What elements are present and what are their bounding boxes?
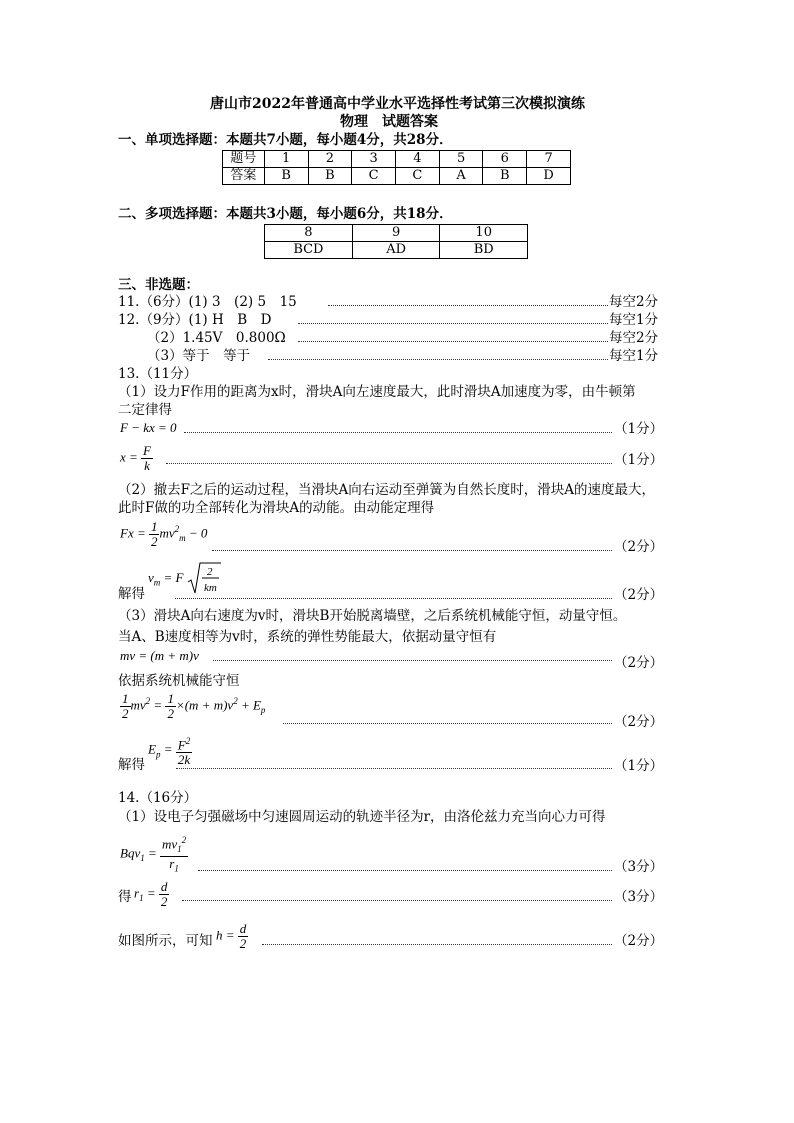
table-row-questions [265,225,528,242]
numerator: d [239,921,247,936]
q13-eq6 [120,692,265,721]
section2-heading: 二、多项选择题：本题共3小题，每小题6分，共18分． [118,206,453,222]
q13-eq5: mv = (m + m)v [120,648,199,663]
table-cell: 8 [265,225,353,242]
leader-dots [328,305,608,306]
table-cell: 1 [264,151,308,168]
fraction [160,833,188,876]
q13-eq1: F − kx = 0 [120,420,177,435]
subscript: 1 [140,852,145,863]
eq-lhs: r [134,885,140,901]
q13-eq7: $E_p$ = $\frac{F^2}{2k}$ [148,736,191,768]
fraction [159,880,170,909]
q13-part2-line2: 此时F做的功全部转化为滑块A的动能。由动能定理得 [118,500,435,516]
section3-heading: 三、非选题： [118,277,199,293]
leader-dots [176,768,612,769]
numerator: F [143,443,151,458]
subscript: m [153,577,161,588]
leader-dots [262,944,612,945]
subscript: 1 [174,863,179,874]
q12-1-answer: 12.（9分）(1) H B D [118,312,272,328]
sqrt-denominator: km [203,582,217,594]
eq-tail: − 0 [185,525,208,541]
denominator: 2k [177,752,191,768]
q13-eq2 [120,444,153,473]
q13-part1-line2: 二定律得 [118,402,172,418]
denominator: k [144,458,150,473]
table-cell: 6 [483,151,527,168]
q13-eq1-score: （1分） [614,421,664,437]
row-label-answer: 答案 [223,168,265,185]
table-cell: 10 [440,225,528,242]
page-title: 唐山市2022年普通高中学业水平选择性考试第三次模拟演练 [210,96,585,112]
eq-lhs: x = [120,449,138,465]
q13-eq5-score: （2分） [614,655,664,671]
table-row-answers [265,242,528,259]
denominator-text: r [169,855,175,871]
q14-eq3 [216,922,248,951]
denominator [160,857,188,876]
superscript: 2 [145,696,151,707]
multi-choice-table [264,224,528,259]
table-row-questions [223,151,571,168]
q12-3-score: 每空1分 [609,348,659,364]
q14-header: 14.（16分） [118,790,198,806]
q13-part3-line3: 依据系统机械能守恒 [118,673,240,689]
leader-dots [198,870,612,871]
q13-solve-label-2: 解得 [118,757,145,773]
q13-eq3 [120,520,207,549]
subscript: m [179,533,186,544]
subscript: 1 [139,893,144,904]
fraction [176,734,192,767]
table-cell: A [439,168,483,185]
numerator: 1 [150,519,158,534]
q13-part2-line1: （2）撤去F之后的运动过程，当滑块A向右运动至弹簧为自然长度时，滑块A的速度最大， [118,482,655,498]
numerator: d [160,879,168,894]
leader-dots [182,900,612,901]
sqrt-icon [187,562,221,596]
row-label-question: 题号 [223,151,265,168]
q14-part1: （1）设电子匀强磁场中匀速圆周运动的轨迹半径为r，由洛伦兹力充当向心力可得 [118,809,606,825]
q14-eq2-score: （3分） [614,889,664,905]
eq-lhs: Bqv [120,845,141,861]
section1-heading: 一、单项选择题：本题共7小题，每小题4分，共28分． [118,132,453,148]
superscript: 2 [181,835,187,845]
table-cell: D [527,168,571,185]
q13-eq3-score: （2分） [614,539,664,555]
numerator: 1 [122,691,129,706]
leader-dots [268,359,608,360]
denominator: 2 [150,534,158,549]
q14-eq2-prefix: 得 [118,889,132,905]
fraction [141,444,153,473]
numerator-text: mv [162,836,178,852]
fraction [165,692,176,721]
superscript: 2 [233,696,238,707]
q13-eq7-score: （1分） [614,758,664,774]
table-cell: 4 [395,151,439,168]
q13-part3-line2: 当A、B速度相等为v时，系统的弹性势能最大，依据动量守恒有 [118,629,497,645]
table-cell: B [264,168,308,185]
q13-eq2-score: （1分） [614,452,664,468]
fraction [120,692,131,721]
leader-dots [175,598,612,599]
superscript: 2 [185,736,191,746]
q11-answer: 11.（6分）(1) 3 (2) 5 15 [118,294,297,310]
q14-eq1-score: （3分） [614,859,664,875]
q11-score: 每空2分 [609,294,659,310]
q13-eq6-score: （2分） [614,714,664,730]
q12-2-answer: （2）1.45V 0.800Ω [147,330,286,346]
table-row-answers [223,168,571,185]
subscript: p [260,705,266,716]
eq-part: ×(m + m)v [175,697,234,713]
table-cell: 3 [352,151,396,168]
leader-dots [283,723,612,724]
eq-mid: = F [160,569,184,585]
q13-part1-line1: （1）设力F作用的距离为x时，滑块A向左速度最大，此时滑块A加速度为零，由牛顿第 [118,384,636,400]
q12-3-answer: （3）等于 等于 [147,348,251,364]
eq-lhs: Fx = [120,525,146,541]
q14-eq3-prefix: 如图所示，可知 [118,933,213,949]
q12-1-score: 每空1分 [609,312,659,328]
eq-rhs: mv [159,525,175,541]
fraction [149,520,160,549]
subscript: p [155,749,161,760]
denominator: 2 [239,936,247,951]
q13-solve-label-1: 解得 [118,586,145,602]
superscript: 2 [174,524,180,535]
table-cell: C [395,168,439,185]
leader-dots [213,660,612,661]
leader-dots [298,341,608,342]
numerator [176,734,192,753]
table-cell: BCD [265,242,353,259]
eq-part: + E [237,697,261,713]
table-cell: 5 [439,151,483,168]
q14-eq2: $r_1$ = $\frac{d}{2}$ [134,879,168,909]
eq-lhs: E [148,741,156,757]
table-cell: BD [440,242,528,259]
table-cell: B [483,168,527,185]
table-cell: C [352,168,396,185]
q13-header: 13.（11分） [118,366,198,382]
table-cell: 7 [527,151,571,168]
table-cell: 2 [308,151,352,168]
page-subtitle: 物理 试题答案 [340,114,438,130]
sqrt-numerator: 2 [206,566,213,578]
table-cell: AD [352,242,440,259]
eq-lhs: v [148,569,154,585]
denominator: 2 [122,706,129,721]
q14-eq1: Bqv$_1$ = $\frac{mv_1^2}{r_1}$ [120,835,187,874]
q12-2-score: 每空2分 [609,330,659,346]
numerator: 1 [167,691,174,706]
single-choice-table [222,150,571,185]
numerator [160,833,188,857]
table-cell: B [308,168,352,185]
q13-eq4-score: （2分） [614,587,664,603]
table-cell: 9 [352,225,440,242]
denominator: 2 [167,706,174,721]
leader-dots [166,463,612,464]
leader-dots [298,323,608,324]
q13-part3-line1: （3）滑块A向右速度为v时，滑块B开始脱离墙壁，之后系统机械能守恒，动量守恒。 [118,608,627,624]
denominator: 2 [160,894,168,909]
subscript: 1 [177,843,182,854]
q14-eq3-score: （2分） [614,933,664,949]
fraction [238,922,249,951]
eq-lhs: h = [216,927,235,943]
sqrt [187,562,221,596]
eq-part: = [150,697,166,713]
q13-eq4 [148,562,221,596]
eq-part: mv [130,697,146,713]
leader-dots [184,432,612,433]
leader-dots [212,550,612,551]
numerator-text: F [177,737,186,753]
